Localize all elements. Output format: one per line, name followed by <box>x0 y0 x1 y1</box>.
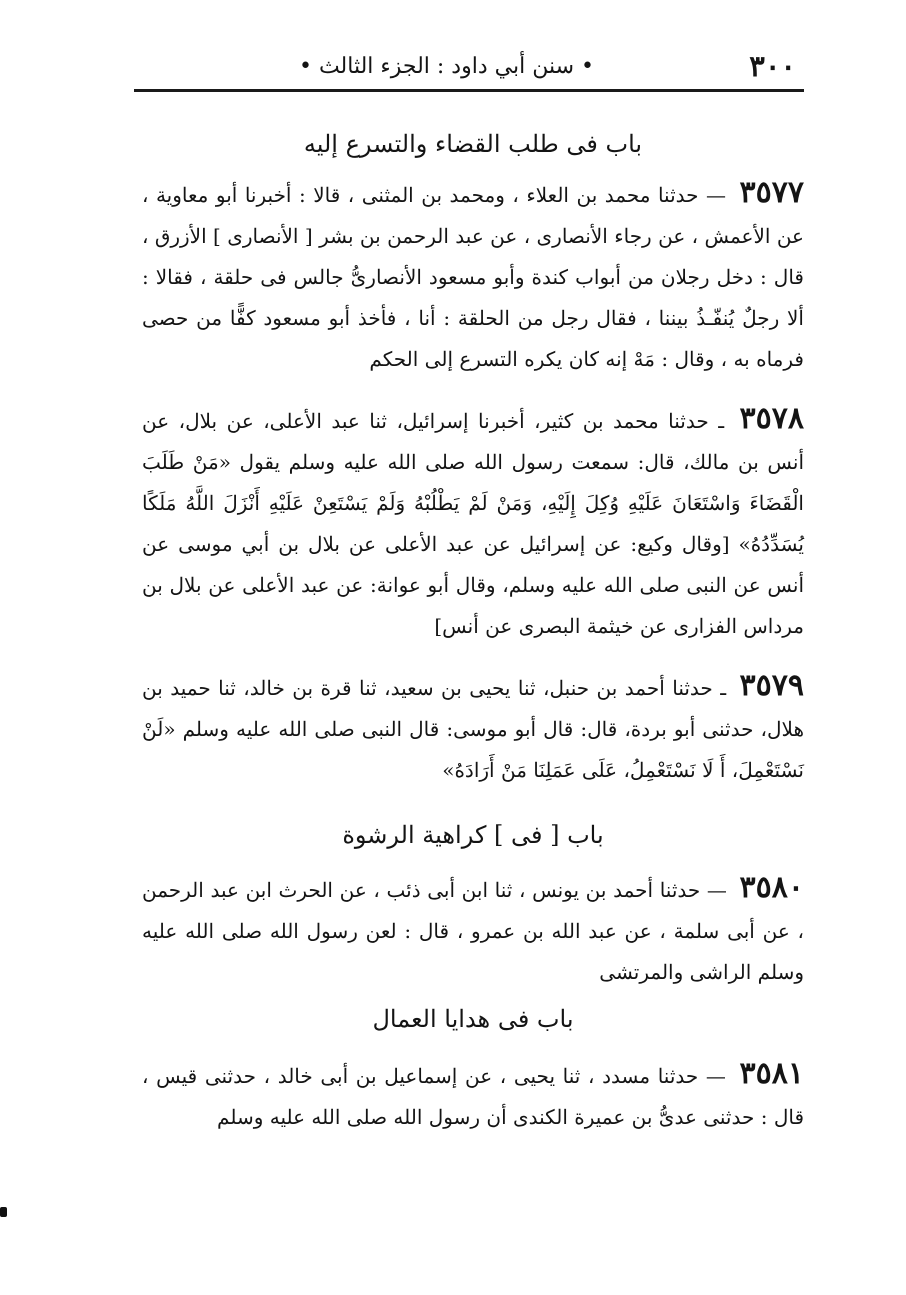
hadith-paragraph <box>142 172 804 380</box>
hadith-paragraph <box>142 867 804 993</box>
hadith-number: ٣٥٨١ <box>739 1056 804 1091</box>
hadith-number: ٣٥٧٩ <box>739 668 804 703</box>
chapter-title: باب فى طلب القضاء والتسرع إليه <box>303 130 643 158</box>
hadith-text: — حدثنا أحمد بن يونس ، ثنا ابن أبى ذئب ، عن الحرث ابن عبد الرحمن ، عن أبى سلمة ، عن عبد الله بن عمرو ، قال : لعن رسول الله صلى الله عليه وسلم الراشى والمرتشى <box>142 878 804 984</box>
hadith-paragraph <box>142 398 804 647</box>
hadith-number: ٣٥٨٠ <box>739 870 804 905</box>
hadith-text: — حدثنا مسدد ، ثنا يحيى ، عن إسماعيل بن أبى خالد ، حدثنى قيس ، قال : حدثنى عدىُّ بن عميرة الكندى أن رسول الله صلى الله عليه وسلم <box>142 1064 804 1129</box>
hadith-text: ـ حدثنا محمد بن كثير، أخبرنا إسرائيل، ثنا عبد الأعلى، عن بلال، عن أنس بن مالك، قال: سمعت رسول الله صلى الله عليه وسلم يقول «مَنْ طَلَبَ الْقَضَاءَ وَاسْتَعَانَ عَلَيْهِ وُكِلَ إِلَيْهِ، وَمَنْ لَمْ يَطْلُبْهُ وَلَمْ يَسْتَعِنْ عَلَيْهِ أَنْزَلَ اللَّهُ مَلَكًا يُسَدِّدُهُ» [وقال وكيع: عن إسرائيل عن عبد الأعلى عن بلال بن أبي موسى عن أنس عن النبى صلى الله عليه وسلم، وقال أبو عوانة: عن عبد الأعلى عن بلال بن مرداس الفزارى عن خيثمة البصرى عن أنس] <box>142 409 804 638</box>
hadith-text: — حدثنا محمد بن العلاء ، ومحمد بن المثنى ، قالا : أخبرنا أبو معاوية ، عن الأعمش ، عن رجاء الأنصارى ، عن عبد الرحمن بن بشر [ الأنصارى ] الأزرق ، قال : دخل رجلان من أبواب كندة وأبو مسعود الأنصارىُّ جالس فى حلقة ، فقالا : ألا رجلٌ يُنفّـذُ بيننا ، فقال رجل من الحلقة : أنا ، فأخذ أبو مسعود كفًّا من حصى فرماه به ، وقال : مَهْ إنه كان يكره التسرع إلى الحكم <box>142 183 804 371</box>
chapter-title: باب فى هدايا العمال <box>372 1005 574 1033</box>
hadith-text: ـ حدثنا أحمد بن حنبل، ثنا يحيى بن سعيد، ثنا قرة بن خالد، ثنا حميد بن هلال، حدثنى أبو بردة، قال: قال أبو موسى: قال النبى صلى الله عليه وسلم «لَنْ نَسْتَعْمِلَ، أَ لَا نَسْتَعْمِلُ، عَلَى عَمَلِنَا مَنْ أَرَادَهُ» <box>142 676 804 782</box>
page-number: ٣٠٠ <box>749 49 796 83</box>
scan-edge-mark <box>0 1207 7 1217</box>
hadith-paragraph <box>142 1053 804 1138</box>
page-header <box>134 40 804 92</box>
header-rule <box>134 89 804 92</box>
hadith-number: ٣٥٧٨ <box>739 401 804 436</box>
running-head: • سنن أبي داود : الجزء الثالث • <box>298 54 594 79</box>
hadith-paragraph <box>142 665 804 791</box>
chapter-title: باب [ فى ] كراهية الرشوة <box>342 821 604 849</box>
hadith-number: ٣٥٧٧ <box>739 175 804 210</box>
page-body <box>142 118 804 1138</box>
